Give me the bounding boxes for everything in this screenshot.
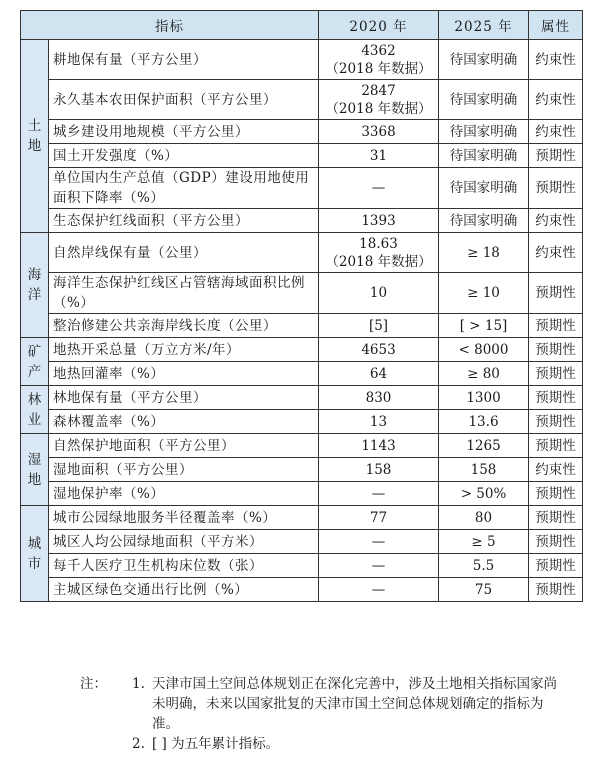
table-row [21, 410, 583, 434]
attribute: 预期性 [529, 410, 583, 434]
table-row [21, 144, 583, 168]
table-row [21, 458, 583, 482]
value-2025: 1265 [439, 434, 529, 458]
value-2025: 待国家明确 [439, 209, 529, 233]
attribute: 约束性 [529, 209, 583, 233]
indicator-table [20, 10, 583, 602]
value-2020-main: 158 [365, 461, 392, 478]
category-cell [21, 40, 49, 233]
indicator-name: 海洋生态保护红线区占管辖海域面积比例（%） [49, 273, 319, 314]
value-2025: 80 [439, 506, 529, 530]
value-2020 [319, 578, 439, 602]
attribute: 预期性 [529, 530, 583, 554]
table-row [21, 362, 583, 386]
category-cell [21, 386, 49, 434]
category-label: 湿地 [27, 451, 42, 488]
value-2020-main: 64 [369, 365, 388, 382]
category-cell [21, 506, 49, 602]
table-row [21, 233, 583, 273]
value-2020-main: 4653 [361, 341, 396, 358]
attribute: 预期性 [529, 506, 583, 530]
note-number: 2. [132, 736, 145, 752]
value-2020-main: — [371, 533, 386, 550]
value-2025: ≥ 18 [439, 233, 529, 273]
table-row [21, 506, 583, 530]
value-2025: 75 [439, 578, 529, 602]
table-row [21, 578, 583, 602]
category-label: 林业 [27, 391, 42, 428]
table-body [21, 40, 583, 602]
attribute: 预期性 [529, 314, 583, 338]
indicator-name: 永久基本农田保护面积（平方公里） [49, 80, 319, 120]
value-2020-main: 77 [369, 509, 388, 526]
value-2020 [319, 233, 439, 273]
value-2025: [ > 15] [439, 314, 529, 338]
table-row [21, 80, 583, 120]
value-2020-main: 1393 [361, 212, 396, 229]
value-2020 [319, 80, 439, 120]
value-2020-main: 10 [369, 285, 388, 301]
table-row [21, 386, 583, 410]
table-row [21, 314, 583, 338]
value-2025: 5.5 [439, 554, 529, 578]
indicator-name: 城市公园绿地服务半径覆盖率（%） [49, 506, 319, 530]
table-header-row [21, 11, 583, 40]
indicator-name: 湿地保护率（%） [49, 482, 319, 506]
value-2020-main: — [371, 557, 386, 574]
value-2020 [319, 338, 439, 362]
value-2020-note: （2018 年数据） [325, 60, 432, 77]
value-2020-main: — [371, 180, 386, 196]
value-2020-main: 3368 [361, 123, 396, 140]
category-label: 城市 [27, 535, 42, 572]
category-cell [21, 233, 49, 338]
value-2025: 待国家明确 [439, 144, 529, 168]
header-attribute: 属性 [529, 11, 583, 40]
category-label: 土地 [27, 118, 42, 154]
value-2020 [319, 40, 439, 80]
category-label: 矿产 [27, 343, 42, 380]
value-2020 [319, 120, 439, 144]
note-prefix: 注： [80, 676, 107, 692]
value-2020-main: 1143 [361, 437, 396, 454]
notes [80, 674, 570, 754]
value-2020-main: — [371, 485, 386, 502]
value-2020-main: 31 [369, 147, 388, 164]
attribute: 预期性 [529, 554, 583, 578]
category-cell [21, 338, 49, 386]
value-2025: 待国家明确 [439, 80, 529, 120]
indicator-name: 国土开发强度（%） [49, 144, 319, 168]
indicator-name: 地热开采总量（万立方米/年） [49, 338, 319, 362]
value-2020 [319, 458, 439, 482]
value-2025: ≥ 80 [439, 362, 529, 386]
value-2020-main: 13 [369, 413, 388, 430]
table-row [21, 434, 583, 458]
note-text: [ ] 为五年累计指标。 [152, 736, 280, 752]
attribute: 预期性 [529, 168, 583, 209]
indicator-name: 自然岸线保有量（公里） [49, 233, 319, 273]
attribute: 预期性 [529, 144, 583, 168]
attribute: 预期性 [529, 362, 583, 386]
header-indicator: 指标 [21, 11, 319, 40]
value-2025: 待国家明确 [439, 120, 529, 144]
indicator-name: 地热回灌率（%） [49, 362, 319, 386]
attribute: 约束性 [529, 233, 583, 273]
value-2020 [319, 209, 439, 233]
value-2020-main: — [371, 581, 386, 598]
indicator-name: 自然保护地面积（平方公里） [49, 434, 319, 458]
note-1 [80, 674, 570, 734]
value-2025: < 8000 [439, 338, 529, 362]
value-2020 [319, 530, 439, 554]
value-2020 [319, 386, 439, 410]
value-2020 [319, 482, 439, 506]
table-row [21, 40, 583, 80]
attribute: 约束性 [529, 458, 583, 482]
table-row [21, 530, 583, 554]
value-2025: 待国家明确 [439, 168, 529, 209]
attribute: 预期性 [529, 273, 583, 314]
indicator-name: 单位国内生产总值（GDP）建设用地使用面积下降率（%） [49, 168, 319, 209]
indicator-name: 城区人均公园绿地面积（平方米） [49, 530, 319, 554]
value-2020-main: 4362 [361, 42, 396, 59]
value-2020 [319, 362, 439, 386]
table-row [21, 209, 583, 233]
indicator-name: 森林覆盖率（%） [49, 410, 319, 434]
value-2025: ≥ 10 [439, 273, 529, 314]
value-2020-main: [5] [368, 317, 389, 334]
attribute: 约束性 [529, 40, 583, 80]
value-2025: 1300 [439, 386, 529, 410]
category-label: 海洋 [27, 267, 42, 303]
attribute: 预期性 [529, 386, 583, 410]
table-row [21, 120, 583, 144]
header-2020: 2020 年 [319, 11, 439, 40]
value-2020 [319, 554, 439, 578]
note-text: 天津市国土空间总体规划正在深化完善中，涉及土地相关指标国家尚未明确，未来以国家批复的天津市国土空间总体规划确定的指标为准。 [152, 676, 557, 732]
indicator-name: 生态保护红线面积（平方公里） [49, 209, 319, 233]
indicator-name: 湿地面积（平方公里） [49, 458, 319, 482]
value-2020-main: 18.63 [359, 235, 398, 252]
value-2025: 待国家明确 [439, 40, 529, 80]
table-row [21, 482, 583, 506]
value-2020 [319, 273, 439, 314]
indicator-name: 每千人医疗卫生机构床位数（张） [49, 554, 319, 578]
attribute: 预期性 [529, 434, 583, 458]
value-2020-note: （2018 年数据） [325, 253, 432, 270]
value-2020 [319, 434, 439, 458]
table-row [21, 273, 583, 314]
indicator-name: 林地保有量（平方公里） [49, 386, 319, 410]
table-row [21, 168, 583, 209]
attribute: 预期性 [529, 578, 583, 602]
value-2020 [319, 506, 439, 530]
value-2025: 13.6 [439, 410, 529, 434]
value-2020 [319, 314, 439, 338]
attribute: 预期性 [529, 482, 583, 506]
value-2025: ≥ 5 [439, 530, 529, 554]
indicator-name: 整治修建公共亲海岸线长度（公里） [49, 314, 319, 338]
attribute: 约束性 [529, 120, 583, 144]
indicator-name: 耕地保有量（平方公里） [49, 40, 319, 80]
value-2025: 158 [439, 458, 529, 482]
indicator-name: 城乡建设用地规模（平方公里） [49, 120, 319, 144]
attribute: 预期性 [529, 338, 583, 362]
value-2025: > 50% [439, 482, 529, 506]
value-2020 [319, 144, 439, 168]
table-row [21, 338, 583, 362]
table-row [21, 554, 583, 578]
indicator-name: 主城区绿色交通出行比例（%） [49, 578, 319, 602]
note-number: 1. [132, 676, 145, 692]
value-2020-note: （2018 年数据） [325, 100, 432, 117]
value-2020 [319, 410, 439, 434]
value-2020-main: 830 [365, 389, 392, 406]
category-cell [21, 434, 49, 506]
value-2020-main: 2847 [361, 82, 396, 99]
header-2025: 2025 年 [439, 11, 529, 40]
attribute: 约束性 [529, 80, 583, 120]
value-2020 [319, 168, 439, 209]
note-2 [80, 734, 570, 754]
